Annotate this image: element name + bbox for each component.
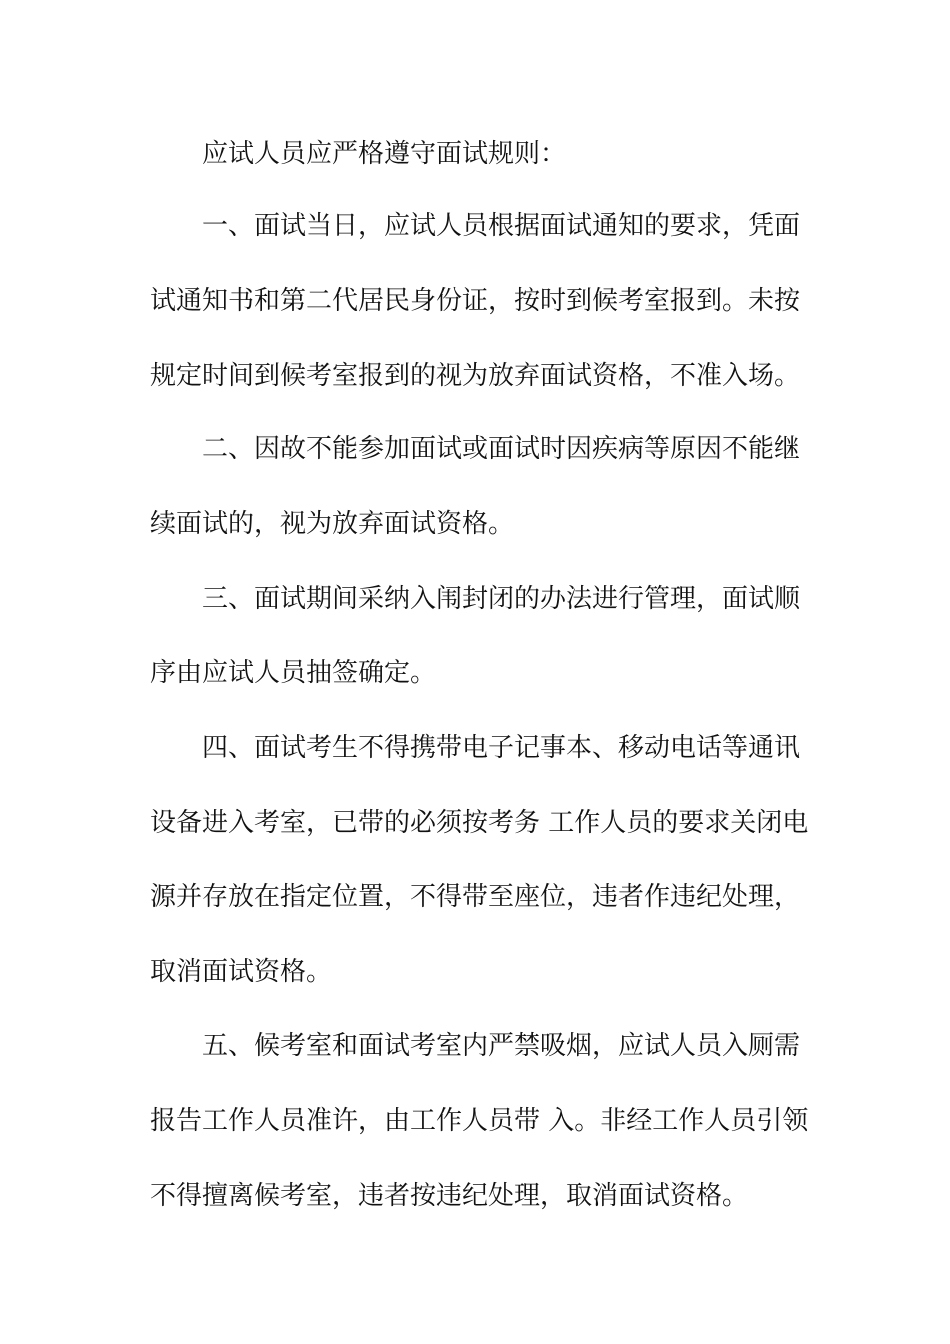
rule-4-line-1: 四、面试考生不得携带电子记事本、移动电话等通讯 [202,733,801,763]
rule-1-line-2: 试通知书和第二代居民身份证，按时到候考室报到。未按 [150,286,801,316]
rule-4-line-4: 取消面试资格。 [150,957,333,987]
rule-2-line-2: 续面试的，视为放弃面试资格。 [150,509,515,539]
rule-5-line-1: 五、候考室和面试考室内严禁吸烟，应试人员入厕需 [202,1031,801,1061]
intro-line: 应试人员应严格遵守面试规则： [202,139,567,169]
rule-3-line-2: 序由应试人员抽签确定。 [150,658,437,688]
rule-3-line-1: 三、面试期间采纳入闱封闭的办法进行管理，面试顺 [202,584,801,614]
rule-1-line-3: 规定时间到候考室报到的视为放弃面试资格，不准入场。 [150,361,801,391]
rule-5-line-3: 不得擅离候考室，违者按违纪处理，取消面试资格。 [150,1181,749,1211]
rule-4-line-2: 设备进入考室，已带的必须按考务 工作人员的要求关闭电 [150,808,809,838]
rule-1-line-1: 一、面试当日，应试人员根据面试通知的要求，凭面 [202,211,801,241]
rule-4-line-3: 源并存放在指定位置，不得带至座位，违者作违纪处理， [150,882,801,912]
rule-2-line-1: 二、因故不能参加面试或面试时因疾病等原因不能继 [202,434,801,464]
rule-5-line-2: 报告工作人员准许，由工作人员带 入。非经工作人员引领 [150,1106,809,1136]
